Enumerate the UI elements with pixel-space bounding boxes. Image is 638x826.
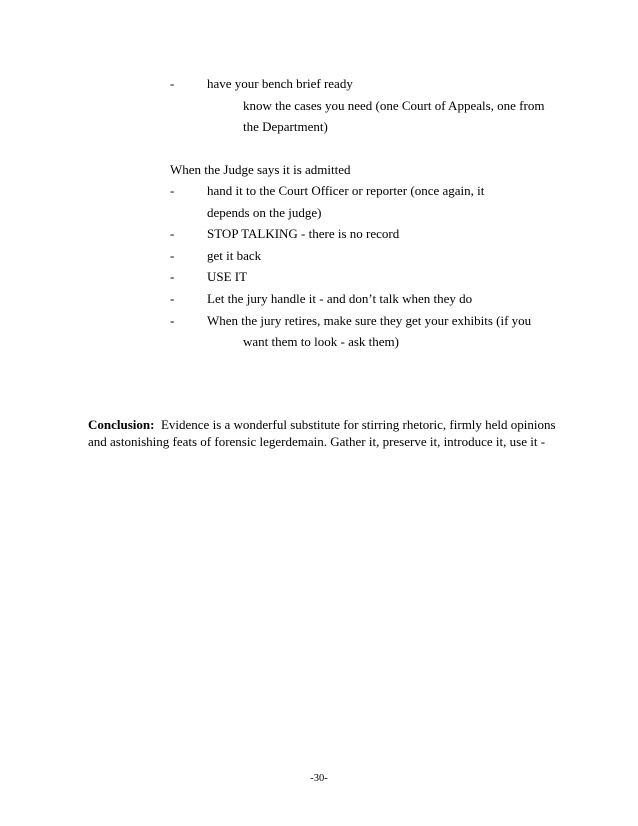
section-heading: When the Judge says it is admitted [170,162,351,177]
bullet-marker: - [170,313,175,328]
bullet-marker: - [170,248,175,263]
bullet-marker: - [170,291,175,306]
list-item: Let the jury handle it - and don’t talk when they do [207,291,473,306]
bullet-marker: - [170,183,175,198]
list-item-continuation: depends on the judge) [207,205,322,220]
list-item: get it back [207,248,262,263]
bullet-marker: - [170,226,175,241]
bullet-marker: - [170,76,175,91]
page-number: -30- [310,773,328,784]
conclusion-line-2 [88,433,550,450]
conclusion-text-1: Evidence is a wonderful substitute for stirring rhetoric, firmly held opinions [160,417,556,432]
list-item: USE IT [207,269,248,284]
conclusion-text-2: and astonishing feats of forensic legerdemain. Gather it, preserve it, introduce it, use it - [88,434,546,449]
list-item: STOP TALKING - there is no record [207,226,400,241]
list-item: When the jury retires, make sure they get your exhibits (if you [207,313,532,328]
sub-line: know the cases you need (one Court of Appeals, one from [243,98,545,113]
list-item: hand it to the Court Officer or reporter (once again, it [207,183,485,198]
bench-brief-item: have your bench brief ready [207,76,353,91]
bullet-marker: - [170,269,175,284]
conclusion-label: Conclusion: [88,417,155,432]
list-item-continuation: want them to look - ask them) [243,334,399,349]
conclusion-line-1 [88,416,556,433]
sub-line: the Department) [243,119,328,134]
